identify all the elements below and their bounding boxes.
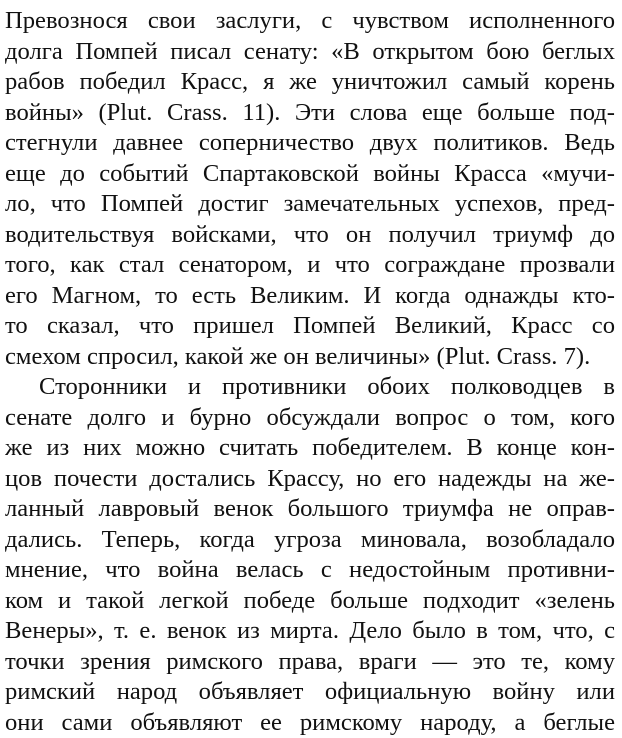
text-line: то сказал, что пришел Помпей Великий, Красс со (5, 311, 615, 342)
text-line: водительствуя войсками, что он получил триумф до (5, 220, 615, 251)
text-line: ком и такой легкой победе больше подходит «зелень (5, 586, 615, 617)
text-line: рабов победил Красс, я же уничтожил самый корень (5, 67, 615, 98)
text-line: смехом спросил, какой же он величины» (Plut. Crass. 7). (5, 342, 615, 373)
text-line: стегнули давнее соперничество двух политиков. Ведь (5, 128, 615, 159)
text-line: того, как стал сенатором, и что сограждане прозвали (5, 250, 615, 281)
paragraph-2 (5, 372, 615, 738)
text-line: мнение, что война велась с недостойным противни- (5, 555, 615, 586)
text-line: же из них можно считать победителем. В конце кон- (5, 433, 615, 464)
text-line: Превознося свои заслуги, с чувством исполненного (5, 6, 615, 37)
paragraph-1 (5, 6, 615, 372)
text-line: еще до событий Спартаковской войны Красса «мучи- (5, 159, 615, 190)
text-line: Сторонники и противники обоих полководцев в (5, 372, 615, 403)
text-line: дались. Теперь, когда угроза миновала, возобладало (5, 525, 615, 556)
text-line: сенате долго и бурно обсуждали вопрос о том, кого (5, 403, 615, 434)
text-line: ланный лавровый венок большого триумфа не оправ- (5, 494, 615, 525)
text-line: Венеры», т. е. венок из мирта. Дело было в том, что, с (5, 616, 615, 647)
text-line: ло, что Помпей достиг замечательных успехов, пред- (5, 189, 615, 220)
text-line: цов почести достались Крассу, но его надежды на же- (5, 464, 615, 495)
text-line: они сами объявляют ее римскому народу, а беглые (5, 708, 615, 738)
text-line: римский народ объявляет официальную войну или (5, 677, 615, 708)
text-line: его Магном, то есть Великим. И когда однажды кто- (5, 281, 615, 312)
document-page (5, 6, 615, 738)
text-line: долга Помпей писал сенату: «В открытом бою беглых (5, 37, 615, 68)
text-line: войны» (Plut. Crass. 11). Эти слова еще больше под- (5, 98, 615, 129)
text-line: точки зрения римского права, враги — это те, кому (5, 647, 615, 678)
